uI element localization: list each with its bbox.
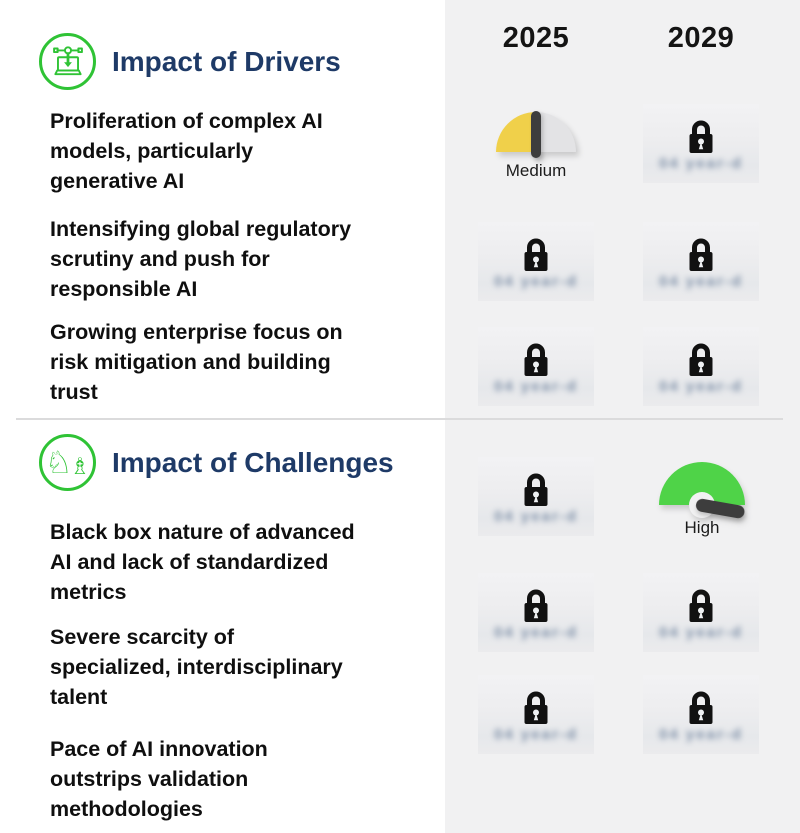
gauge-high: [642, 462, 762, 538]
blurred-text: 04 year-d: [494, 273, 578, 290]
blurred-text: 04 year-d: [659, 624, 743, 641]
driver-row-text: [50, 317, 420, 407]
gauge-label: High: [684, 518, 720, 537]
text-line: trust: [50, 380, 98, 404]
challenge-row-text: [50, 734, 420, 824]
locked-rating-cell[interactable]: [478, 327, 594, 406]
locked-rating-cell[interactable]: [478, 573, 594, 652]
gauge-label: Medium: [505, 161, 567, 180]
challenge-row-text: [50, 622, 420, 712]
text-line: Intensifying global regulatory: [50, 217, 352, 241]
challenges-badge: [39, 434, 96, 491]
locked-rating-cell[interactable]: [643, 573, 759, 652]
gauge-arc-medium: [496, 112, 576, 152]
text-line: Proliferation of complex AI: [50, 109, 323, 133]
text-line: Growing enterprise focus on: [50, 320, 343, 344]
blurred-text: 04 year-d: [659, 273, 743, 290]
text-line: risk mitigation and building: [50, 350, 331, 374]
text-line: generative AI: [50, 169, 185, 193]
challenge-row-text: [50, 517, 420, 607]
section-header-challenges: [39, 434, 394, 491]
chess-strategy-icon: [45, 447, 90, 478]
lock-icon: [685, 118, 717, 158]
driver-row-text: [50, 106, 420, 196]
section-header-drivers: [39, 33, 341, 90]
blurred-text: 04 year-d: [659, 378, 743, 395]
chess-knight-glyph: ♘: [44, 445, 73, 480]
locked-rating-cell[interactable]: [643, 675, 759, 754]
blurred-text: 04 year-d: [494, 726, 578, 743]
blurred-text: 04 year-d: [494, 508, 578, 525]
text-line: talent: [50, 685, 108, 709]
blurred-text: 04 year-d: [494, 378, 578, 395]
locked-rating-cell[interactable]: [643, 104, 759, 183]
column-header-2025: 2025: [502, 22, 570, 54]
lock-icon: [520, 236, 552, 276]
text-line: outstrips validation: [50, 767, 249, 791]
section-title: Impact of Drivers: [112, 45, 341, 77]
text-line: Black box nature of advanced: [50, 520, 355, 544]
ai-laptop-download-icon: [49, 43, 87, 81]
text-line: methodologies: [50, 797, 203, 821]
driver-row-text: [50, 214, 420, 304]
gauge-needle: [531, 111, 541, 158]
lock-icon: [520, 471, 552, 511]
text-line: metrics: [50, 580, 127, 604]
text-line: specialized, interdisciplinary: [50, 655, 343, 679]
chess-bishop-glyph: ♗: [69, 453, 91, 479]
section-divider: [16, 418, 783, 420]
locked-rating-cell[interactable]: [643, 222, 759, 301]
lock-icon: [685, 341, 717, 381]
locked-rating-cell[interactable]: [478, 222, 594, 301]
section-title: Impact of Challenges: [112, 446, 394, 478]
column-header-2029: 2029: [667, 22, 735, 54]
gauge-medium: [476, 112, 596, 181]
lock-icon: [520, 587, 552, 627]
blurred-text: 04 year-d: [494, 624, 578, 641]
lock-icon: [685, 587, 717, 627]
text-line: Severe scarcity of: [50, 625, 235, 649]
locked-rating-cell[interactable]: [478, 675, 594, 754]
lock-icon: [685, 236, 717, 276]
blurred-text: 04 year-d: [659, 726, 743, 743]
lock-icon: [685, 689, 717, 729]
locked-rating-cell[interactable]: [478, 457, 594, 536]
text-line: AI and lack of standardized: [50, 550, 329, 574]
text-line: Pace of AI innovation: [50, 737, 268, 761]
text-line: models, particularly: [50, 139, 254, 163]
blurred-text: 04 year-d: [659, 155, 743, 172]
lock-icon: [520, 341, 552, 381]
gauge-arc-high: [659, 462, 745, 505]
drivers-badge: [39, 33, 96, 90]
text-line: responsible AI: [50, 277, 198, 301]
text-line: scrutiny and push for: [50, 247, 270, 271]
locked-rating-cell[interactable]: [643, 327, 759, 406]
lock-icon: [520, 689, 552, 729]
